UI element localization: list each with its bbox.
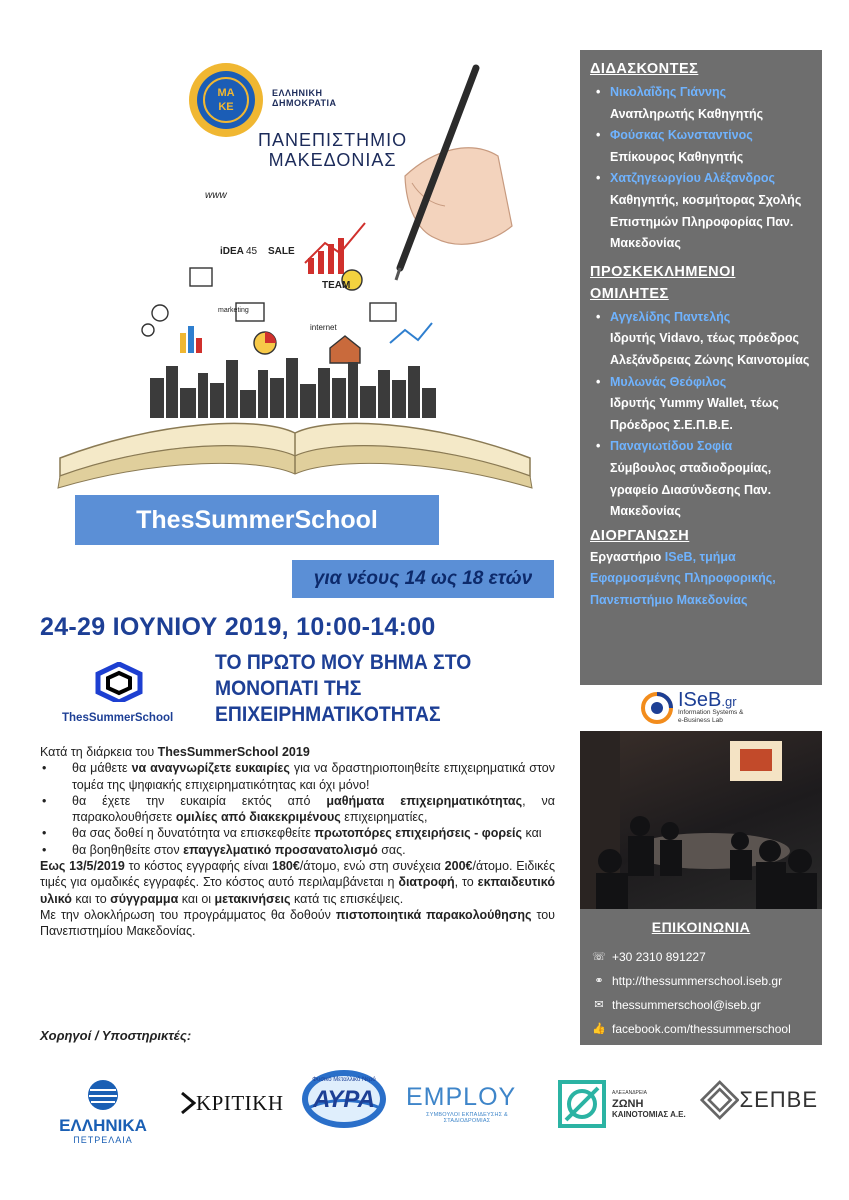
iseb-swirl-icon	[640, 691, 674, 725]
teachers-heading: ΔΙΔΑΣΚΟΝΤΕΣ	[590, 61, 699, 77]
doodle-word-team: TEAM	[322, 280, 351, 291]
hero-illustration	[40, 48, 550, 498]
sponsor-sub: ΣΥΜΒΟΥΛΟΙ ΕΚΠΑΙΔΕΥΣΗΣ & ΣΤΑΔΙΟΔΡΟΜΙΑΣ	[426, 1112, 508, 1124]
age-bar	[292, 560, 554, 598]
open-book-icon	[58, 423, 532, 488]
sponsor-avra	[300, 1068, 388, 1130]
list-item: • Χατζηγεωργίου Αλέξανδρος Καθηγητής, κοσμήτορας Σχολής Επιστημών Πληροφορίας Παν. Μακεδονίας	[590, 168, 812, 254]
body-text	[40, 744, 555, 940]
event-title: ThesSummerSchool	[136, 505, 378, 534]
event-date: 24-29 ΙΟΥΝΙΟΥ 2019, 10:00-14:00	[40, 613, 436, 641]
sponsor-hellenic-petroleum	[48, 1078, 158, 1145]
sponsor-innovation-zone	[558, 1078, 686, 1132]
gear-icon	[152, 305, 168, 321]
contact-panel	[580, 909, 822, 1045]
city-skyline	[150, 358, 436, 418]
event-title-bar	[75, 495, 439, 545]
seal-text-top: ΜΑ	[217, 87, 235, 99]
organization-text: Εργαστήριο ISeB, τμήμα Εφαρμοσμένης Πληροφορικής, Πανεπιστήμιο Μακεδονίας	[590, 549, 776, 607]
contact-email-row	[592, 993, 810, 1017]
tagline-line-3: ΕΠΙΧΕΙΡΗΜΑΤΙΚΟΤΗΤΑΣ	[215, 703, 441, 726]
university-small-line-2: ΔΗΜΟΚΡΑΤΙΑ	[272, 98, 337, 108]
sponsor-kritiki	[180, 1088, 284, 1118]
doodle-word-idea: iDEA	[220, 246, 244, 257]
list-item: • Φούσκας Κωνσταντίνος Επίκουρος Καθηγητής	[590, 125, 812, 168]
organization-heading: ΔΙΟΡΓΑΝΩΣΗ	[590, 527, 690, 544]
list-item: • θα βοηθηθείτε στον επαγγελματικό προσανατολισμό σας.	[40, 842, 555, 858]
hand-with-pencil-icon	[396, 68, 512, 280]
cost-paragraph: Εως 13/5/2019 το κόστος εγγραφής είναι 180€/άτομο, ενώ στη συνέχεια 200€/άτομο. Ειδικές τιμές για ομαδικές εγγραφές. Στο κόστος αυτό περιλαμβάνεται η διατροφή, το εκπαιδευτικό υλικό και το σύγγραμμα και οι μετακινήσεις κατά τις επισκέψεις.	[40, 859, 555, 906]
seal-text-bottom: ΚΕ	[218, 101, 234, 113]
doodles-group	[142, 223, 432, 363]
sponsor-name: ΖΩΝΗ	[612, 1098, 644, 1110]
link-icon: ⚭	[594, 975, 604, 987]
sepve-diamond-icon	[700, 1078, 739, 1122]
contact-phone-row	[592, 945, 810, 969]
hellenic-petroleum-globe-icon	[48, 1078, 158, 1112]
doodle-box	[190, 268, 212, 286]
iseb-logo-sub: Information Systems & e-Business Lab	[678, 709, 744, 724]
list-item: • θα μάθετε να αναγνωρίζετε ευκαιρίες για να δραστηριοποιηθείτε επιχειρηματικά στον τομέα της ψηφιακής επιχειρηματικότητας και όχι μόνο!	[40, 760, 555, 793]
university-name-line-1: ΠΑΝΕΠΙΣΤΗΜΙΟ	[258, 130, 408, 150]
phone-icon: ☏	[592, 951, 606, 963]
sponsor-sub: Φυσικό Μεταλλικό Νερό	[312, 1077, 376, 1083]
speakers-list	[590, 307, 812, 523]
envelope-icon: ✉	[594, 999, 604, 1011]
doodle-word-marketing: marketing	[218, 307, 249, 314]
university-small-text	[272, 88, 337, 108]
tagline-line-2: ΜΟΝΟΠΑΤΙ ΤΗΣ	[215, 677, 362, 700]
contact-website-link[interactable]: http://thessummerschool.iseb.gr	[612, 974, 783, 988]
contact-phone[interactable]: +30 2310 891227	[612, 950, 706, 964]
thumbs-up-icon: 👍	[592, 1023, 606, 1035]
list-item: • Παναγιωτίδου Σοφία Σύμβουλος σταδιοδρομίας, γραφείο Διασύνδεσης Παν. Μακεδονίας	[590, 436, 812, 522]
contact-email-link[interactable]: thessummerschool@iseb.gr	[612, 998, 761, 1012]
bar-chart-icon	[180, 333, 186, 353]
list-item: • Αγγελίδης Παντελής Ιδρυτής Vidavo, τέως πρόεδρος Αλεξάνδρειας Ζώνης Καινοτομίας	[590, 307, 812, 372]
sponsor-employ	[406, 1082, 528, 1132]
intro-bold: ThesSummerSchool 2019	[157, 745, 310, 759]
rising-chart-icon	[305, 223, 365, 263]
teachers-list	[590, 82, 812, 255]
list-item: • θα έχετε την ευκαιρία εκτός από μαθήματα επιχειρηματικότητας, να παρακολουθήσετε ομιλίες από διακεκριμένους επιχειρηματίες,	[40, 793, 555, 826]
doodle-word-45: 45	[246, 246, 258, 257]
university-small-line-1: ΕΛΛΗΝΙΚΗ	[272, 88, 323, 98]
monitor-icon	[370, 303, 396, 321]
tagline	[215, 650, 471, 728]
benefits-list	[40, 760, 555, 858]
sponsor-name: ΣΕΠΒΕ	[739, 1087, 818, 1112]
team-photo	[580, 731, 822, 909]
small-logo-label: ThesSummerSchool	[62, 712, 174, 724]
certificate-paragraph: Με την ολοκλήρωση του προγράμματος θα δοθούν πιστοποιητικά παρακολούθησης του Πανεπιστημίου Μακεδονίας.	[40, 907, 555, 939]
contact-facebook-link[interactable]: facebook.com/thessummerschool	[612, 1022, 791, 1036]
contact-facebook-row	[592, 1017, 810, 1041]
sponsor-sub: ΠΕΤΡΕΛΑΙΑ	[73, 1135, 133, 1145]
sponsor-name-2: ΚΑΙΝΟΤΟΜΙΑΣ Α.Ε.	[612, 1110, 686, 1119]
university-seal-icon	[189, 63, 263, 137]
tagline-line-1: ΤΟ ΠΡΩΤΟ ΜΟΥ ΒΗΜΑ ΣΤΟ	[215, 651, 472, 674]
innovation-zone-z-icon	[558, 1080, 606, 1128]
hero-drawing	[40, 48, 550, 498]
list-item: • θα σας δοθεί η δυνατότητα να επισκεφθείτε πρωτοπόρες επιχειρήσεις - φορείς και	[40, 825, 555, 841]
sponsor-name: ΕΛΛΗΝΙΚΑ	[59, 1116, 147, 1135]
sponsor-name: EMPLOY	[406, 1083, 517, 1111]
right-info-panel	[580, 50, 822, 685]
doodle-word-sale: SALE	[268, 246, 295, 257]
thessummerschool-hex-icon	[88, 662, 150, 702]
intro-paragraph	[40, 744, 555, 760]
doodle-word-www: www	[205, 190, 227, 201]
intro-text: Κατά τη διάρκεια του	[40, 745, 158, 759]
doodle-word-internet: internet	[310, 323, 337, 332]
university-name-line-2: ΜΑΚΕΔΟΝΙΑΣ	[268, 150, 397, 170]
list-item: • Νικολαΐδης Γιάννης Αναπληρωτής Καθηγητής	[590, 82, 812, 125]
sponsor-sub: ΑΛΕΞΑΝΔΡΕΙΑ	[612, 1090, 647, 1096]
iseb-logo-name: ISeB.gr	[678, 689, 737, 711]
kritiki-mark-icon	[180, 1091, 196, 1115]
sponsor-name: ΑΥΡΑ	[313, 1086, 375, 1113]
speakers-heading: ΠΡΟΣΚΕΚΛΗΜΕΝΟΙ ΟΜΙΛΗΤΕΣ	[590, 263, 736, 302]
list-item: • Μυλωνάς Θεόφιλος Ιδρυτής Yummy Wallet, τέως Πρόεδρος Σ.Ε.Π.Β.Ε.	[590, 372, 812, 437]
sponsor-sepve	[700, 1078, 818, 1122]
age-line: για νέους 14 ως 18 ετών	[313, 568, 533, 589]
university-name	[258, 130, 407, 170]
contact-heading: ΕΠΙΚΟΙΝΩΝΙΑ	[651, 919, 751, 935]
sponsor-name: ΚΡΙΤΙΚΗ	[196, 1090, 284, 1115]
contact-web-row	[592, 969, 810, 993]
sponsors-label: Χορηγοί / Υποστηρικτές:	[40, 1028, 192, 1043]
house-icon	[330, 336, 360, 363]
team-photo-illustration	[580, 731, 822, 909]
iseb-logo	[580, 687, 822, 729]
